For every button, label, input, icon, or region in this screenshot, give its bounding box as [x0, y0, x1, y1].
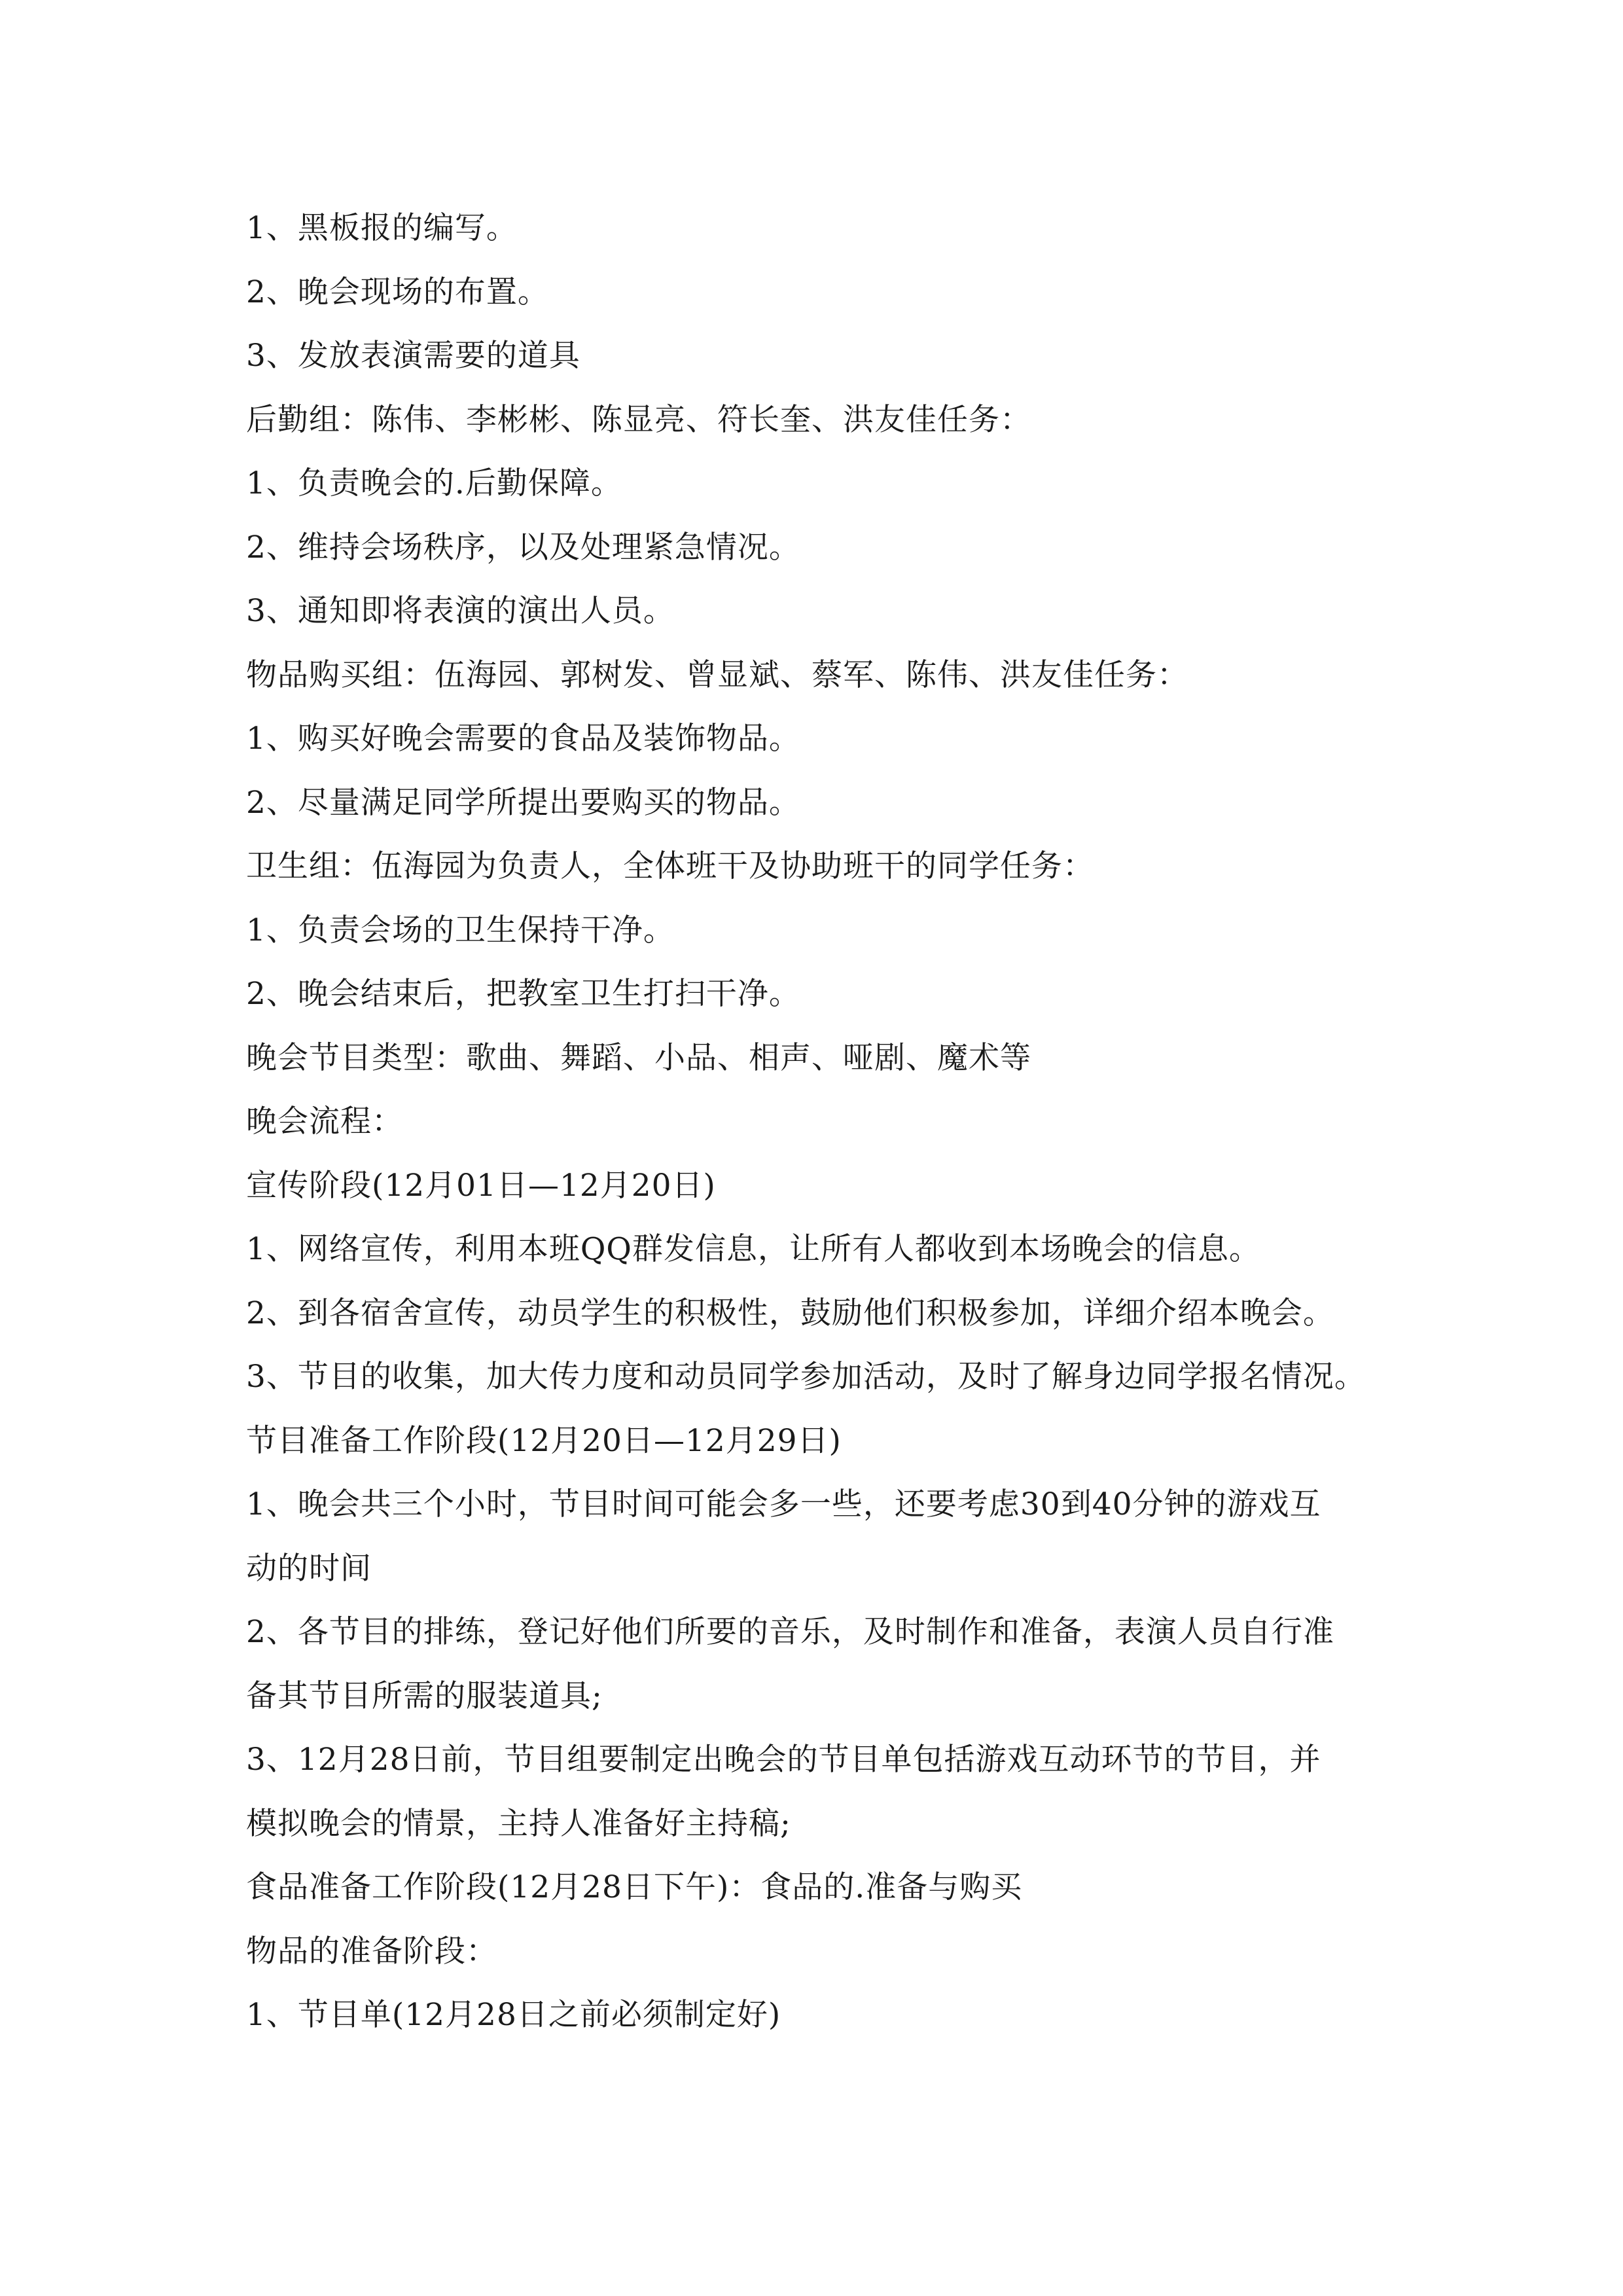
text-line: 2、晚会现场的布置。 [246, 274, 549, 310]
program-types: 晚会节目类型：歌曲、舞蹈、小品、相声、哑剧、魔术等 [246, 1039, 1031, 1076]
section-heading-logistics: 后勤组：陈伟、李彬彬、陈显亮、符长奎、洪友佳任务： [246, 401, 1031, 438]
text-line: 3、发放表演需要的道具 [246, 338, 580, 374]
text-line: 1、购买好晚会需要的食品及装饰物品。 [246, 721, 800, 757]
text-line: 2、各节目的排练，登记好他们所要的音乐，及时制作和准备，表演人员自行准 [246, 1614, 1334, 1650]
text-line: 3、通知即将表演的演出人员。 [246, 593, 675, 629]
text-line: 3、节目的收集，加大传力度和动员同学参加活动，及时了解身边同学报名情况。 [246, 1359, 1366, 1395]
text-line: 1、负责会场的卫生保持干净。 [246, 912, 675, 948]
text-line-continued: 备其节目所需的服装道具; [246, 1677, 603, 1714]
stage-heading-items: 物品的准备阶段： [246, 1933, 497, 1969]
section-heading-purchase: 物品购买组：伍海园、郭树发、曾显斌、蔡军、陈伟、洪友佳任务： [246, 656, 1188, 693]
text-line-continued: 动的时间 [246, 1550, 372, 1587]
text-line: 2、到各宿舍宣传，动员学生的积极性，鼓励他们积极参加，详细介绍本晚会。 [246, 1295, 1334, 1331]
document-body [246, 208, 1398, 2059]
text-line: 1、黑板报的编写。 [246, 210, 518, 246]
text-line: 2、维持会场秩序，以及处理紧急情况。 [246, 529, 800, 565]
text-line: 3、12月28日前，节目组要制定出晚会的节目单包括游戏互动环节的节目，并 [246, 1742, 1321, 1778]
text-line: 1、网络宣传，利用本班QQ群发信息，让所有人都收到本场晚会的信息。 [246, 1231, 1260, 1267]
section-heading-hygiene: 卫生组：伍海园为负责人，全体班干及协助班干的同学任务： [246, 848, 1094, 884]
text-line: 1、负责晚会的.后勤保障。 [246, 465, 622, 501]
text-line: 2、晚会结束后，把教室卫生打扫干净。 [246, 976, 800, 1012]
text-line-continued: 模拟晚会的情景，主持人准备好主持稿; [246, 1805, 791, 1842]
stage-heading-promotion: 宣传阶段(12月01日—12月20日) [246, 1167, 716, 1204]
text-line: 1、晚会共三个小时，节目时间可能会多一些，还要考虑30到40分钟的游戏互 [246, 1486, 1321, 1522]
text-line: 2、尽量满足同学所提出要购买的物品。 [246, 784, 800, 821]
section-heading-flow: 晚会流程： [246, 1103, 403, 1139]
text-line: 1、节目单(12月28日之前必须制定好) [246, 1997, 781, 2033]
stage-heading-food: 食品准备工作阶段(12月28日下午)：食品的.准备与购买 [246, 1869, 1023, 1905]
stage-heading-preparation: 节目准备工作阶段(12月20日—12月29日) [246, 1422, 842, 1459]
